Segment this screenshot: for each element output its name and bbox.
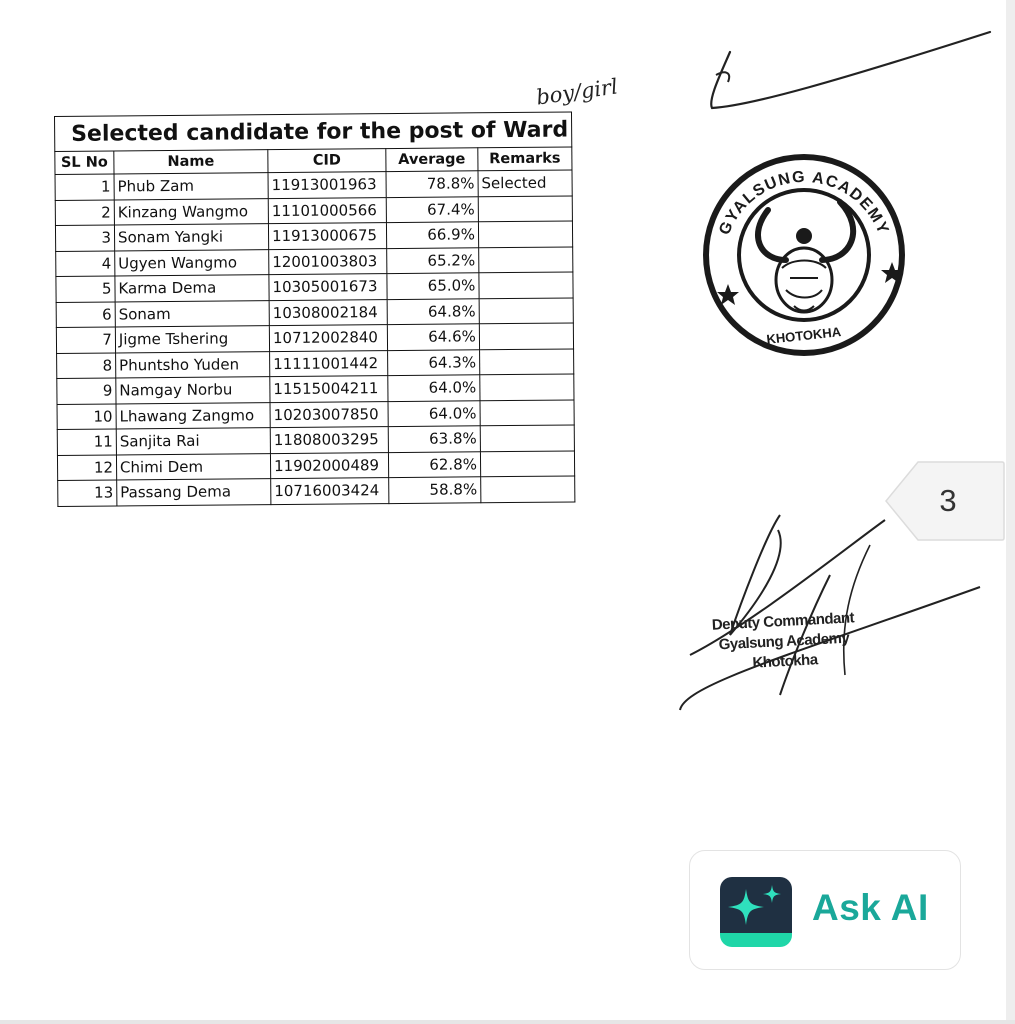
cell-cid: 10308002184 bbox=[269, 299, 387, 326]
header-cid: CID bbox=[268, 149, 386, 173]
cell-average: 65.0% bbox=[387, 273, 479, 299]
signature-block bbox=[683, 607, 886, 677]
cell-average: 58.8% bbox=[389, 477, 481, 503]
sparkle-icon bbox=[720, 877, 792, 947]
cell-average: 64.0% bbox=[388, 375, 480, 401]
cell-average: 64.6% bbox=[387, 324, 479, 350]
cell-name: Sanjita Rai bbox=[116, 428, 270, 455]
cell-sl: 10 bbox=[57, 403, 116, 429]
cell-name: Namgay Norbu bbox=[116, 377, 270, 404]
cell-sl: 11 bbox=[57, 429, 116, 455]
signature-line: Deputy Commandant bbox=[711, 609, 855, 634]
cell-sl: 3 bbox=[55, 225, 114, 251]
cell-name: Chimi Dem bbox=[116, 453, 270, 480]
cell-remarks bbox=[479, 323, 573, 349]
cell-cid: 10203007850 bbox=[270, 401, 388, 428]
table-body bbox=[55, 170, 575, 506]
header-remarks: Remarks bbox=[478, 147, 572, 171]
cell-remarks bbox=[481, 476, 575, 502]
cell-average: 64.8% bbox=[387, 298, 479, 324]
cell-remarks bbox=[480, 450, 574, 476]
cell-average: 65.2% bbox=[387, 247, 479, 273]
cell-cid: 11913001963 bbox=[268, 172, 386, 199]
cell-cid: 12001003803 bbox=[269, 248, 387, 275]
cell-name: Sonam Yangki bbox=[114, 224, 268, 251]
cell-cid: 10712002840 bbox=[269, 325, 387, 352]
cell-sl: 6 bbox=[56, 301, 115, 327]
cell-sl: 7 bbox=[56, 327, 115, 353]
table-row bbox=[58, 476, 575, 506]
cell-cid: 11101000566 bbox=[268, 197, 386, 224]
academy-seal bbox=[698, 150, 910, 360]
cell-cid: 10716003424 bbox=[271, 478, 389, 505]
signature-line: Khotokha bbox=[752, 651, 818, 672]
candidate-table bbox=[54, 111, 575, 506]
cell-remarks bbox=[480, 425, 574, 451]
cell-average: 64.3% bbox=[387, 349, 479, 375]
cell-name: Ugyen Wangmo bbox=[115, 249, 269, 276]
cell-remarks bbox=[480, 399, 574, 425]
cell-cid: 11808003295 bbox=[270, 427, 388, 454]
cell-name: Jigme Tshering bbox=[115, 326, 269, 353]
cell-remarks bbox=[479, 297, 573, 323]
cell-sl: 4 bbox=[56, 250, 115, 276]
seal-top-text: GYALSUNG ACADEMY bbox=[716, 168, 892, 238]
cell-remarks bbox=[478, 195, 572, 221]
cell-cid: 10305001673 bbox=[269, 274, 387, 301]
ask-ai-button[interactable] bbox=[689, 850, 961, 970]
cell-remarks bbox=[480, 374, 574, 400]
cell-cid: 11515004211 bbox=[270, 376, 388, 403]
cell-sl: 12 bbox=[57, 454, 116, 480]
cell-sl: 13 bbox=[58, 480, 117, 506]
header-average: Average bbox=[386, 148, 478, 172]
table-title: Selected candidate for the post of Ward bbox=[55, 112, 572, 152]
top-signature-scribble bbox=[690, 20, 1010, 120]
seal-bottom-text: KHOTOKHA bbox=[765, 324, 842, 347]
cell-sl: 5 bbox=[56, 276, 115, 302]
cell-name: Lhawang Zangmo bbox=[116, 402, 270, 429]
cell-remarks bbox=[479, 348, 573, 374]
cell-average: 67.4% bbox=[386, 196, 478, 222]
cell-name: Sonam bbox=[115, 300, 269, 327]
cell-cid: 11902000489 bbox=[270, 452, 388, 479]
cell-remarks bbox=[478, 221, 572, 247]
cell-sl: 8 bbox=[57, 352, 116, 378]
header-sl: SL No bbox=[55, 151, 114, 175]
cell-remarks bbox=[479, 272, 573, 298]
cell-average: 63.8% bbox=[388, 426, 480, 452]
cell-average: 78.8% bbox=[386, 171, 478, 197]
ask-ai-label: Ask AI bbox=[812, 887, 929, 928]
cell-average: 62.8% bbox=[388, 451, 480, 477]
cell-name: Kinzang Wangmo bbox=[114, 198, 268, 225]
cell-average: 66.9% bbox=[386, 222, 478, 248]
cell-remarks bbox=[479, 246, 573, 272]
page-number: 3 bbox=[939, 483, 957, 518]
header-name: Name bbox=[114, 150, 268, 174]
cell-name: Passang Dema bbox=[117, 479, 271, 506]
cell-name: Phuntsho Yuden bbox=[116, 351, 270, 378]
cell-cid: 11111001442 bbox=[270, 350, 388, 377]
cell-cid: 11913000675 bbox=[268, 223, 386, 250]
signature-line: Gyalsung Academy bbox=[718, 629, 850, 654]
cell-sl: 1 bbox=[55, 174, 114, 200]
handwritten-note: boy/girl bbox=[534, 74, 620, 110]
cell-name: Phub Zam bbox=[114, 173, 268, 200]
cell-sl: 9 bbox=[57, 378, 116, 404]
page-bottom-edge bbox=[0, 1020, 1015, 1024]
cell-name: Karma Dema bbox=[115, 275, 269, 302]
cell-remarks: Selected bbox=[478, 170, 572, 196]
cell-average: 64.0% bbox=[388, 400, 480, 426]
cell-sl: 2 bbox=[55, 199, 114, 225]
scrollbar-track[interactable] bbox=[1006, 0, 1015, 1024]
